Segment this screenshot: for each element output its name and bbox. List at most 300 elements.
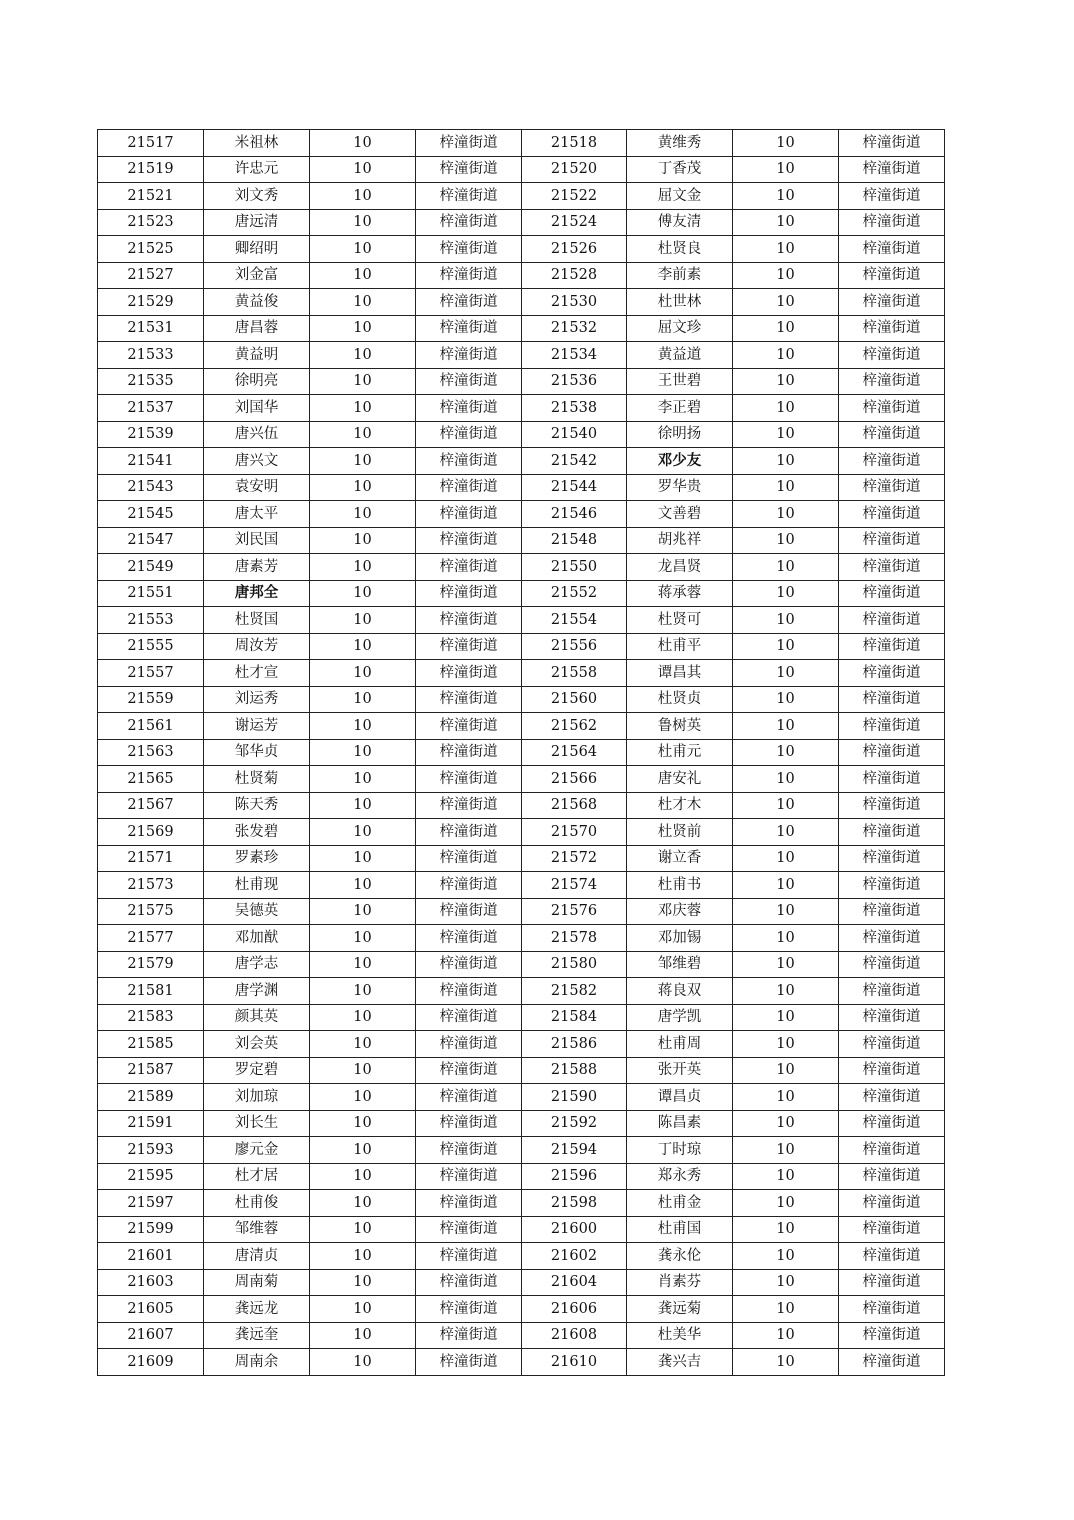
name-cell: 屈文金 — [627, 183, 733, 210]
amount-cell: 10 — [733, 501, 839, 528]
name-cell: 谢运芳 — [204, 713, 310, 740]
district-cell: 梓潼街道 — [416, 1057, 522, 1084]
district-cell: 梓潼街道 — [416, 1269, 522, 1296]
table-row — [98, 236, 945, 263]
name-cell: 杜贤贞 — [627, 686, 733, 713]
name-cell: 唐学渊 — [204, 978, 310, 1005]
amount-cell: 10 — [310, 792, 416, 819]
table-row — [98, 448, 945, 475]
id-cell: 21587 — [98, 1057, 204, 1084]
district-cell: 梓潼街道 — [416, 739, 522, 766]
name-cell: 杜甫平 — [627, 633, 733, 660]
name-cell: 邓加猷 — [204, 925, 310, 952]
name-cell: 刘会英 — [204, 1031, 310, 1058]
name-cell: 胡兆祥 — [627, 527, 733, 554]
amount-cell: 10 — [733, 660, 839, 687]
amount-cell: 10 — [733, 395, 839, 422]
amount-cell: 10 — [733, 1137, 839, 1164]
name-cell: 唐清贞 — [204, 1243, 310, 1270]
name-cell: 徐明亮 — [204, 368, 310, 395]
name-cell: 陈昌素 — [627, 1110, 733, 1137]
district-cell: 梓潼街道 — [416, 183, 522, 210]
table-row — [98, 898, 945, 925]
id-cell: 21609 — [98, 1349, 204, 1376]
amount-cell: 10 — [733, 978, 839, 1005]
id-cell: 21553 — [98, 607, 204, 634]
table-row — [98, 1349, 945, 1376]
table-row — [98, 554, 945, 581]
district-cell: 梓潼街道 — [839, 1137, 945, 1164]
amount-cell: 10 — [310, 686, 416, 713]
name-cell: 刘加琼 — [204, 1084, 310, 1111]
table-row — [98, 845, 945, 872]
table-row — [98, 368, 945, 395]
name-cell: 杜甫周 — [627, 1031, 733, 1058]
id-cell: 21570 — [522, 819, 627, 846]
name-cell: 谢立香 — [627, 845, 733, 872]
amount-cell: 10 — [733, 951, 839, 978]
id-cell: 21565 — [98, 766, 204, 793]
district-cell: 梓潼街道 — [416, 792, 522, 819]
id-cell: 21573 — [98, 872, 204, 899]
district-cell: 梓潼街道 — [416, 315, 522, 342]
amount-cell: 10 — [310, 236, 416, 263]
amount-cell: 10 — [310, 951, 416, 978]
name-cell: 文善碧 — [627, 501, 733, 528]
name-cell: 陈天秀 — [204, 792, 310, 819]
name-cell: 杜才木 — [627, 792, 733, 819]
name-cell: 罗定碧 — [204, 1057, 310, 1084]
district-cell: 梓潼街道 — [416, 845, 522, 872]
name-cell: 龚永伦 — [627, 1243, 733, 1270]
district-cell: 梓潼街道 — [416, 607, 522, 634]
amount-cell: 10 — [733, 342, 839, 369]
amount-cell: 10 — [310, 1084, 416, 1111]
name-cell: 袁安明 — [204, 474, 310, 501]
table-row — [98, 1322, 945, 1349]
id-cell: 21543 — [98, 474, 204, 501]
amount-cell: 10 — [310, 1322, 416, 1349]
name-cell: 邓加锡 — [627, 925, 733, 952]
name-cell: 邹华贞 — [204, 739, 310, 766]
id-cell: 21537 — [98, 395, 204, 422]
amount-cell: 10 — [733, 792, 839, 819]
id-cell: 21600 — [522, 1216, 627, 1243]
name-cell: 刘金富 — [204, 262, 310, 289]
name-cell: 杜贤菊 — [204, 766, 310, 793]
table-row — [98, 501, 945, 528]
amount-cell: 10 — [310, 607, 416, 634]
table-row — [98, 686, 945, 713]
district-cell: 梓潼街道 — [416, 130, 522, 157]
district-cell: 梓潼街道 — [839, 289, 945, 316]
amount-cell: 10 — [310, 1216, 416, 1243]
name-cell: 唐学凯 — [627, 1004, 733, 1031]
amount-cell: 10 — [310, 872, 416, 899]
table-row — [98, 527, 945, 554]
name-cell: 李前素 — [627, 262, 733, 289]
amount-cell: 10 — [733, 819, 839, 846]
district-cell: 梓潼街道 — [416, 262, 522, 289]
amount-cell: 10 — [310, 660, 416, 687]
id-cell: 21524 — [522, 209, 627, 236]
amount-cell: 10 — [733, 580, 839, 607]
amount-cell: 10 — [310, 474, 416, 501]
id-cell: 21590 — [522, 1084, 627, 1111]
amount-cell: 10 — [733, 713, 839, 740]
table-row — [98, 1190, 945, 1217]
id-cell: 21567 — [98, 792, 204, 819]
district-cell: 梓潼街道 — [839, 1031, 945, 1058]
name-cell: 杜美华 — [627, 1322, 733, 1349]
id-cell: 21535 — [98, 368, 204, 395]
amount-cell: 10 — [733, 633, 839, 660]
district-cell: 梓潼街道 — [416, 1322, 522, 1349]
district-cell: 梓潼街道 — [416, 1110, 522, 1137]
id-cell: 21602 — [522, 1243, 627, 1270]
name-cell: 黄益明 — [204, 342, 310, 369]
amount-cell: 10 — [733, 262, 839, 289]
id-cell: 21591 — [98, 1110, 204, 1137]
id-cell: 21551 — [98, 580, 204, 607]
amount-cell: 10 — [733, 315, 839, 342]
table-row — [98, 739, 945, 766]
id-cell: 21539 — [98, 421, 204, 448]
district-cell: 梓潼街道 — [839, 1349, 945, 1376]
district-cell: 梓潼街道 — [416, 1296, 522, 1323]
name-cell: 罗华贵 — [627, 474, 733, 501]
district-cell: 梓潼街道 — [416, 1163, 522, 1190]
district-cell: 梓潼街道 — [416, 660, 522, 687]
district-cell: 梓潼街道 — [416, 898, 522, 925]
name-cell: 卿绍明 — [204, 236, 310, 263]
amount-cell: 10 — [733, 1031, 839, 1058]
amount-cell: 10 — [733, 1269, 839, 1296]
name-cell: 谭昌其 — [627, 660, 733, 687]
table-row — [98, 580, 945, 607]
table-row — [98, 1269, 945, 1296]
id-cell: 21529 — [98, 289, 204, 316]
table-row — [98, 156, 945, 183]
table-row — [98, 633, 945, 660]
id-cell: 21520 — [522, 156, 627, 183]
district-cell: 梓潼街道 — [416, 819, 522, 846]
name-cell: 刘文秀 — [204, 183, 310, 210]
district-cell: 梓潼街道 — [839, 1057, 945, 1084]
id-cell: 21552 — [522, 580, 627, 607]
district-cell: 梓潼街道 — [839, 395, 945, 422]
district-cell: 梓潼街道 — [839, 262, 945, 289]
district-cell: 梓潼街道 — [416, 925, 522, 952]
amount-cell: 10 — [310, 633, 416, 660]
id-cell: 21598 — [522, 1190, 627, 1217]
district-cell: 梓潼街道 — [416, 978, 522, 1005]
amount-cell: 10 — [310, 156, 416, 183]
district-cell: 梓潼街道 — [839, 633, 945, 660]
id-cell: 21601 — [98, 1243, 204, 1270]
name-cell: 唐昌蓉 — [204, 315, 310, 342]
amount-cell: 10 — [310, 315, 416, 342]
district-cell: 梓潼街道 — [839, 686, 945, 713]
district-cell: 梓潼街道 — [416, 1084, 522, 1111]
id-cell: 21545 — [98, 501, 204, 528]
name-cell: 唐远清 — [204, 209, 310, 236]
district-cell: 梓潼街道 — [416, 1031, 522, 1058]
district-cell: 梓潼街道 — [839, 1004, 945, 1031]
district-cell: 梓潼街道 — [839, 183, 945, 210]
name-cell: 米祖林 — [204, 130, 310, 157]
amount-cell: 10 — [310, 395, 416, 422]
id-cell: 21544 — [522, 474, 627, 501]
table-row — [98, 1243, 945, 1270]
amount-cell: 10 — [733, 1084, 839, 1111]
name-cell: 黄维秀 — [627, 130, 733, 157]
id-cell: 21608 — [522, 1322, 627, 1349]
id-cell: 21582 — [522, 978, 627, 1005]
amount-cell: 10 — [310, 554, 416, 581]
name-cell: 杜甫金 — [627, 1190, 733, 1217]
id-cell: 21597 — [98, 1190, 204, 1217]
amount-cell: 10 — [733, 1163, 839, 1190]
table-row — [98, 872, 945, 899]
district-cell: 梓潼街道 — [839, 1216, 945, 1243]
table-row — [98, 1084, 945, 1111]
name-cell: 唐邦全 — [204, 580, 310, 607]
id-cell: 21540 — [522, 421, 627, 448]
district-cell: 梓潼街道 — [839, 501, 945, 528]
amount-cell: 10 — [733, 156, 839, 183]
table-row — [98, 209, 945, 236]
district-cell: 梓潼街道 — [416, 236, 522, 263]
id-cell: 21606 — [522, 1296, 627, 1323]
district-cell: 梓潼街道 — [416, 342, 522, 369]
name-cell: 杜贤国 — [204, 607, 310, 634]
amount-cell: 10 — [733, 209, 839, 236]
table-row — [98, 315, 945, 342]
table-row — [98, 1163, 945, 1190]
district-cell: 梓潼街道 — [839, 580, 945, 607]
id-cell: 21522 — [522, 183, 627, 210]
id-cell: 21532 — [522, 315, 627, 342]
id-cell: 21527 — [98, 262, 204, 289]
amount-cell: 10 — [733, 1190, 839, 1217]
amount-cell: 10 — [310, 262, 416, 289]
district-cell: 梓潼街道 — [416, 156, 522, 183]
amount-cell: 10 — [310, 1163, 416, 1190]
name-cell: 邓庆蓉 — [627, 898, 733, 925]
id-cell: 21579 — [98, 951, 204, 978]
district-cell: 梓潼街道 — [839, 209, 945, 236]
district-cell: 梓潼街道 — [416, 872, 522, 899]
district-cell: 梓潼街道 — [416, 209, 522, 236]
id-cell: 21589 — [98, 1084, 204, 1111]
amount-cell: 10 — [310, 1004, 416, 1031]
roster-table — [97, 129, 945, 1376]
district-cell: 梓潼街道 — [416, 1190, 522, 1217]
district-cell: 梓潼街道 — [839, 713, 945, 740]
table-row — [98, 395, 945, 422]
district-cell: 梓潼街道 — [839, 236, 945, 263]
amount-cell: 10 — [310, 209, 416, 236]
amount-cell: 10 — [733, 236, 839, 263]
amount-cell: 10 — [310, 1031, 416, 1058]
name-cell: 杜贤可 — [627, 607, 733, 634]
amount-cell: 10 — [733, 739, 839, 766]
district-cell: 梓潼街道 — [839, 315, 945, 342]
amount-cell: 10 — [733, 845, 839, 872]
id-cell: 21533 — [98, 342, 204, 369]
amount-cell: 10 — [733, 448, 839, 475]
name-cell: 杜才宣 — [204, 660, 310, 687]
amount-cell: 10 — [733, 527, 839, 554]
roster-table-body — [98, 130, 945, 1376]
name-cell: 刘国华 — [204, 395, 310, 422]
name-cell: 龚远奎 — [204, 1322, 310, 1349]
name-cell: 许忠元 — [204, 156, 310, 183]
name-cell: 杜贤良 — [627, 236, 733, 263]
amount-cell: 10 — [310, 739, 416, 766]
table-row — [98, 1031, 945, 1058]
id-cell: 21530 — [522, 289, 627, 316]
id-cell: 21586 — [522, 1031, 627, 1058]
id-cell: 21566 — [522, 766, 627, 793]
amount-cell: 10 — [733, 925, 839, 952]
amount-cell: 10 — [310, 1269, 416, 1296]
table-row — [98, 262, 945, 289]
name-cell: 廖元金 — [204, 1137, 310, 1164]
district-cell: 梓潼街道 — [416, 289, 522, 316]
id-cell: 21557 — [98, 660, 204, 687]
district-cell: 梓潼街道 — [839, 554, 945, 581]
amount-cell: 10 — [733, 766, 839, 793]
table-row — [98, 819, 945, 846]
id-cell: 21562 — [522, 713, 627, 740]
table-row — [98, 1296, 945, 1323]
id-cell: 21584 — [522, 1004, 627, 1031]
amount-cell: 10 — [733, 1216, 839, 1243]
id-cell: 21588 — [522, 1057, 627, 1084]
id-cell: 21521 — [98, 183, 204, 210]
district-cell: 梓潼街道 — [416, 951, 522, 978]
district-cell: 梓潼街道 — [839, 792, 945, 819]
id-cell: 21607 — [98, 1322, 204, 1349]
name-cell: 丁香茂 — [627, 156, 733, 183]
district-cell: 梓潼街道 — [839, 474, 945, 501]
district-cell: 梓潼街道 — [416, 713, 522, 740]
id-cell: 21550 — [522, 554, 627, 581]
name-cell: 唐兴文 — [204, 448, 310, 475]
name-cell: 唐太平 — [204, 501, 310, 528]
id-cell: 21594 — [522, 1137, 627, 1164]
amount-cell: 10 — [310, 1110, 416, 1137]
amount-cell: 10 — [733, 686, 839, 713]
id-cell: 21604 — [522, 1269, 627, 1296]
name-cell: 蒋承蓉 — [627, 580, 733, 607]
district-cell: 梓潼街道 — [839, 527, 945, 554]
id-cell: 21548 — [522, 527, 627, 554]
district-cell: 梓潼街道 — [839, 368, 945, 395]
name-cell: 鲁树英 — [627, 713, 733, 740]
id-cell: 21595 — [98, 1163, 204, 1190]
district-cell: 梓潼街道 — [839, 342, 945, 369]
id-cell: 21577 — [98, 925, 204, 952]
amount-cell: 10 — [733, 1243, 839, 1270]
amount-cell: 10 — [733, 1004, 839, 1031]
amount-cell: 10 — [310, 1296, 416, 1323]
id-cell: 21549 — [98, 554, 204, 581]
amount-cell: 10 — [733, 607, 839, 634]
id-cell: 21578 — [522, 925, 627, 952]
district-cell: 梓潼街道 — [839, 1269, 945, 1296]
amount-cell: 10 — [733, 130, 839, 157]
district-cell: 梓潼街道 — [839, 421, 945, 448]
name-cell: 郑永秀 — [627, 1163, 733, 1190]
amount-cell: 10 — [310, 845, 416, 872]
amount-cell: 10 — [733, 368, 839, 395]
table-row — [98, 183, 945, 210]
amount-cell: 10 — [310, 501, 416, 528]
district-cell: 梓潼街道 — [839, 607, 945, 634]
district-cell: 梓潼街道 — [839, 660, 945, 687]
table-row — [98, 130, 945, 157]
name-cell: 龙昌贤 — [627, 554, 733, 581]
name-cell: 杜才居 — [204, 1163, 310, 1190]
name-cell: 唐学志 — [204, 951, 310, 978]
name-cell: 李正碧 — [627, 395, 733, 422]
amount-cell: 10 — [310, 368, 416, 395]
id-cell: 21576 — [522, 898, 627, 925]
id-cell: 21585 — [98, 1031, 204, 1058]
id-cell: 21568 — [522, 792, 627, 819]
district-cell: 梓潼街道 — [416, 580, 522, 607]
id-cell: 21528 — [522, 262, 627, 289]
amount-cell: 10 — [310, 1057, 416, 1084]
amount-cell: 10 — [733, 1057, 839, 1084]
amount-cell: 10 — [310, 819, 416, 846]
id-cell: 21546 — [522, 501, 627, 528]
amount-cell: 10 — [310, 713, 416, 740]
id-cell: 21541 — [98, 448, 204, 475]
table-row — [98, 951, 945, 978]
district-cell: 梓潼街道 — [839, 925, 945, 952]
district-cell: 梓潼街道 — [839, 951, 945, 978]
amount-cell: 10 — [733, 183, 839, 210]
amount-cell: 10 — [733, 872, 839, 899]
id-cell: 21538 — [522, 395, 627, 422]
name-cell: 龚远菊 — [627, 1296, 733, 1323]
id-cell: 21581 — [98, 978, 204, 1005]
district-cell: 梓潼街道 — [416, 686, 522, 713]
name-cell: 邹维蓉 — [204, 1216, 310, 1243]
id-cell: 21574 — [522, 872, 627, 899]
table-row — [98, 713, 945, 740]
name-cell: 杜贤前 — [627, 819, 733, 846]
district-cell: 梓潼街道 — [839, 845, 945, 872]
name-cell: 龚兴吉 — [627, 1349, 733, 1376]
amount-cell: 10 — [310, 580, 416, 607]
district-cell: 梓潼街道 — [839, 130, 945, 157]
table-row — [98, 1216, 945, 1243]
name-cell: 黄益道 — [627, 342, 733, 369]
district-cell: 梓潼街道 — [839, 819, 945, 846]
table-row — [98, 1137, 945, 1164]
name-cell: 屈文珍 — [627, 315, 733, 342]
amount-cell: 10 — [733, 898, 839, 925]
id-cell: 21580 — [522, 951, 627, 978]
district-cell: 梓潼街道 — [416, 395, 522, 422]
name-cell: 徐明扬 — [627, 421, 733, 448]
id-cell: 21569 — [98, 819, 204, 846]
